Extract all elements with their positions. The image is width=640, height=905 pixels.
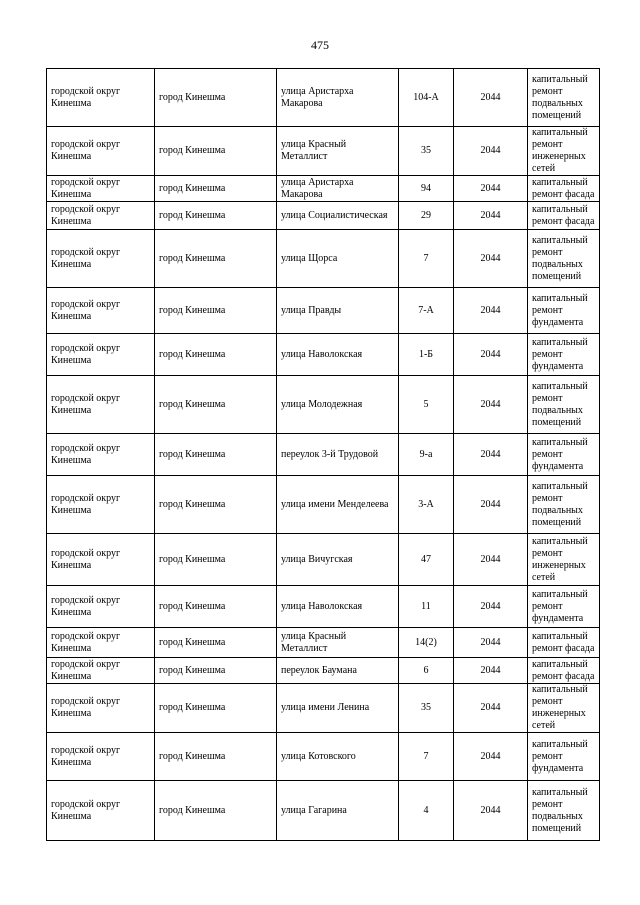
work-type-cell: капитальный ремонт фундамента [528, 288, 600, 334]
district-cell: городской округ Кинешма [47, 628, 155, 658]
street-cell: улица Аристарха Макарова [277, 176, 399, 202]
year-cell: 2044 [454, 586, 528, 628]
year-cell: 2044 [454, 684, 528, 733]
work-type-cell: капитальный ремонт подвальных помещений [528, 69, 600, 127]
year-cell: 2044 [454, 534, 528, 586]
year-cell: 2044 [454, 628, 528, 658]
table-row [47, 586, 600, 628]
street-cell: улица Социалистическая [277, 202, 399, 230]
year-cell: 2044 [454, 434, 528, 476]
year-cell: 2044 [454, 334, 528, 376]
year-cell: 2044 [454, 376, 528, 434]
street-cell: улица Наволокская [277, 586, 399, 628]
year-cell: 2044 [454, 658, 528, 684]
table-body [47, 69, 600, 841]
street-cell: улица имени Менделеева [277, 476, 399, 534]
house-number-cell: 6 [399, 658, 454, 684]
house-number-cell: 3-А [399, 476, 454, 534]
work-type-cell: капитальный ремонт инженерных сетей [528, 534, 600, 586]
work-type-cell: капитальный ремонт фундамента [528, 733, 600, 781]
settlement-cell: город Кинешма [155, 69, 277, 127]
table-row [47, 476, 600, 534]
district-cell: городской округ Кинешма [47, 586, 155, 628]
year-cell: 2044 [454, 476, 528, 534]
house-number-cell: 9-а [399, 434, 454, 476]
settlement-cell: город Кинешма [155, 534, 277, 586]
settlement-cell: город Кинешма [155, 376, 277, 434]
district-cell: городской округ Кинешма [47, 733, 155, 781]
settlement-cell: город Кинешма [155, 658, 277, 684]
table-row [47, 69, 600, 127]
table-row [47, 733, 600, 781]
district-cell: городской округ Кинешма [47, 176, 155, 202]
street-cell: переулок 3-й Трудовой [277, 434, 399, 476]
work-type-cell: капитальный ремонт фасада [528, 202, 600, 230]
settlement-cell: город Кинешма [155, 476, 277, 534]
page-number: 475 [311, 38, 329, 52]
table-row [47, 658, 600, 684]
table-row [47, 127, 600, 176]
table-row [47, 781, 600, 841]
repair-schedule-table [46, 68, 600, 841]
house-number-cell: 47 [399, 534, 454, 586]
house-number-cell: 94 [399, 176, 454, 202]
district-cell: городской округ Кинешма [47, 658, 155, 684]
house-number-cell: 4 [399, 781, 454, 841]
street-cell: улица Щорса [277, 230, 399, 288]
year-cell: 2044 [454, 127, 528, 176]
district-cell: городской округ Кинешма [47, 684, 155, 733]
settlement-cell: город Кинешма [155, 781, 277, 841]
table-row [47, 534, 600, 586]
year-cell: 2044 [454, 781, 528, 841]
house-number-cell: 7 [399, 733, 454, 781]
house-number-cell: 1-Б [399, 334, 454, 376]
street-cell: улица Красный Металлист [277, 628, 399, 658]
district-cell: городской округ Кинешма [47, 230, 155, 288]
street-cell: улица Красный Металлист [277, 127, 399, 176]
settlement-cell: город Кинешма [155, 176, 277, 202]
district-cell: городской округ Кинешма [47, 202, 155, 230]
street-cell: улица Котовского [277, 733, 399, 781]
work-type-cell: капитальный ремонт подвальных помещений [528, 230, 600, 288]
house-number-cell: 7 [399, 230, 454, 288]
year-cell: 2044 [454, 176, 528, 202]
district-cell: городской округ Кинешма [47, 376, 155, 434]
work-type-cell: капитальный ремонт подвальных помещений [528, 781, 600, 841]
settlement-cell: город Кинешма [155, 684, 277, 733]
table-row [47, 230, 600, 288]
work-type-cell: капитальный ремонт инженерных сетей [528, 127, 600, 176]
work-type-cell: капитальный ремонт фасада [528, 658, 600, 684]
district-cell: городской округ Кинешма [47, 781, 155, 841]
work-type-cell: капитальный ремонт подвальных помещений [528, 476, 600, 534]
house-number-cell: 104-А [399, 69, 454, 127]
street-cell: переулок Баумана [277, 658, 399, 684]
street-cell: улица Молодежная [277, 376, 399, 434]
settlement-cell: город Кинешма [155, 202, 277, 230]
year-cell: 2044 [454, 69, 528, 127]
house-number-cell: 35 [399, 684, 454, 733]
street-cell: улица Аристарха Макарова [277, 69, 399, 127]
table-row [47, 684, 600, 733]
table-row [47, 376, 600, 434]
district-cell: городской округ Кинешма [47, 434, 155, 476]
table-row [47, 176, 600, 202]
settlement-cell: город Кинешма [155, 288, 277, 334]
year-cell: 2044 [454, 288, 528, 334]
house-number-cell: 29 [399, 202, 454, 230]
settlement-cell: город Кинешма [155, 586, 277, 628]
table-row [47, 288, 600, 334]
house-number-cell: 11 [399, 586, 454, 628]
work-type-cell: капитальный ремонт фундамента [528, 586, 600, 628]
table-row [47, 434, 600, 476]
work-type-cell: капитальный ремонт фасада [528, 628, 600, 658]
work-type-cell: капитальный ремонт фундамента [528, 334, 600, 376]
settlement-cell: город Кинешма [155, 334, 277, 376]
district-cell: городской округ Кинешма [47, 69, 155, 127]
district-cell: городской округ Кинешма [47, 534, 155, 586]
work-type-cell: капитальный ремонт инженерных сетей [528, 684, 600, 733]
work-type-cell: капитальный ремонт фасада [528, 176, 600, 202]
settlement-cell: город Кинешма [155, 230, 277, 288]
settlement-cell: город Кинешма [155, 628, 277, 658]
street-cell: улица Гагарина [277, 781, 399, 841]
settlement-cell: город Кинешма [155, 127, 277, 176]
house-number-cell: 35 [399, 127, 454, 176]
table-row [47, 628, 600, 658]
street-cell: улица Наволокская [277, 334, 399, 376]
house-number-cell: 14(2) [399, 628, 454, 658]
settlement-cell: город Кинешма [155, 733, 277, 781]
district-cell: городской округ Кинешма [47, 288, 155, 334]
street-cell: улица имени Ленина [277, 684, 399, 733]
year-cell: 2044 [454, 230, 528, 288]
district-cell: городской округ Кинешма [47, 334, 155, 376]
district-cell: городской округ Кинешма [47, 476, 155, 534]
work-type-cell: капитальный ремонт фундамента [528, 434, 600, 476]
table-row [47, 334, 600, 376]
year-cell: 2044 [454, 733, 528, 781]
settlement-cell: город Кинешма [155, 434, 277, 476]
year-cell: 2044 [454, 202, 528, 230]
work-type-cell: капитальный ремонт подвальных помещений [528, 376, 600, 434]
house-number-cell: 5 [399, 376, 454, 434]
house-number-cell: 7-А [399, 288, 454, 334]
table-row [47, 202, 600, 230]
street-cell: улица Вичугская [277, 534, 399, 586]
district-cell: городской округ Кинешма [47, 127, 155, 176]
street-cell: улица Правды [277, 288, 399, 334]
